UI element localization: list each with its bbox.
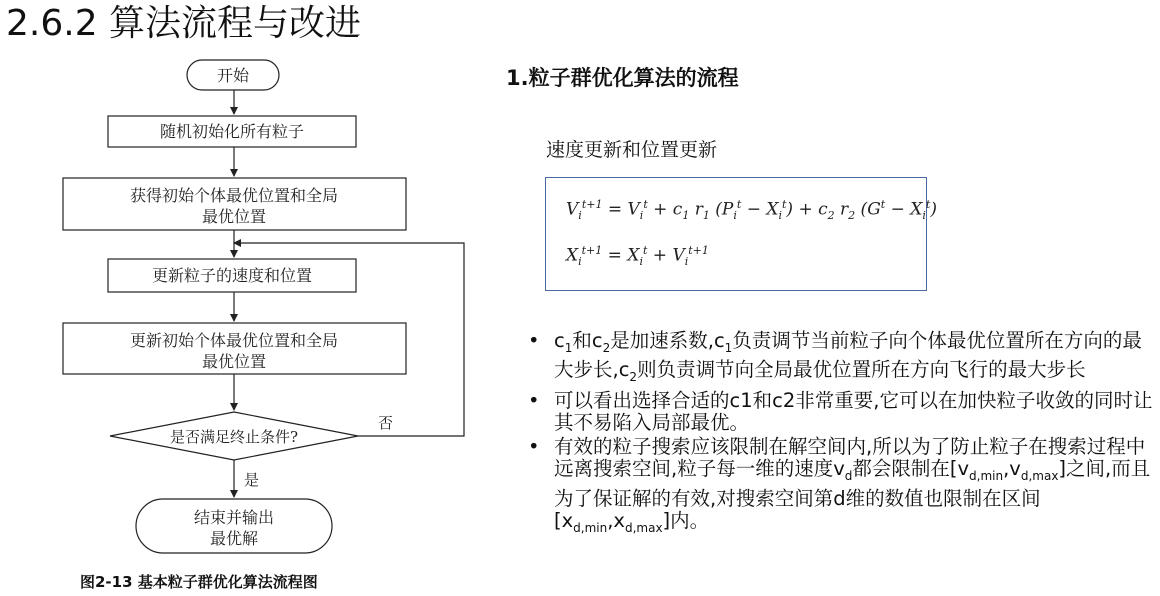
formula-box <box>545 177 937 291</box>
flowchart <box>58 56 478 571</box>
end-label-2: 最优解 <box>209 529 259 548</box>
bullet-text-3: 有效的粒子搜索应该限制在解空间内,所以为了防止粒子在搜索过程中远离搜索空间,粒子每一维的速度$v_d$都会限制在$[v_{d,min},v_{d,max}]$之间,而且为了保证解的有效,对搜索空间第d维的数值也限制在区间$[x_{d,min},x_{d,max}]$内。 <box>554 434 1151 536</box>
section-heading: 1.粒子群优化算法的流程 <box>506 66 739 90</box>
init-particles-label: 随机初始化所有粒子 <box>159 122 305 141</box>
yes-label: 是 <box>244 471 260 489</box>
bullet-item-1: • $c_1$和$c_2$是加速系数$,c_1$负责调节当前粒子向个体最优位置所在方向的最大步长$,c_2$则负责调节向全局最优位置所在方向飞行的最大步长 <box>528 329 1142 385</box>
decision-label: 是否满足终止条件? <box>169 428 299 446</box>
bullet-item-2: • 可以看出选择合适的c1和c2非常重要,它可以在加快粒子收敛的同时让其不易陷入局部最优。 <box>528 388 1153 435</box>
bullet-item-3: • 有效的粒子搜索应该限制在解空间内,所以为了防止粒子在搜索过程中远离搜索空间,粒子每一维的速度$v_d$都会限制在$[v_{d,min},v_{d,max}]$之间,而且为了保证解的有效,对搜索空间第d维的数值也限制在区间$[x_{d,min},x_{d,max}]$内。 <box>528 434 1151 536</box>
end-label-1: 结束并输出 <box>193 508 275 527</box>
bullet-text-1: $c_1$和$c_2$是加速系数$,c_1$负责调节当前粒子向个体最优位置所在方向的最大步长$,c_2$则负责调节向全局最优位置所在方向飞行的最大步长 <box>554 329 1142 385</box>
velocity-formula: $V_i^{t+1} = V_i^t + c_1$ $r_1$ $(P_i^t - X_i^t) + c_2$ $r_2$ $(G^t - X_i^t)$ <box>566 198 937 223</box>
update-velocity-label: 更新粒子的速度和位置 <box>151 266 313 285</box>
no-label: 否 <box>378 414 394 432</box>
section-subheading: 速度更新和位置更新 <box>546 139 718 161</box>
bullet-list <box>524 330 1154 541</box>
update-best-label-1: 更新初始个体最优位置和全局 <box>129 331 339 350</box>
init-best-label-2: 最优位置 <box>201 207 267 226</box>
start-label: 开始 <box>216 66 250 85</box>
figure-caption: 图2-13 基本粒子群优化算法流程图 <box>80 573 318 591</box>
update-best-label-2: 最优位置 <box>201 352 267 371</box>
slide-title: 2.6.2 算法流程与改进 <box>6 3 362 44</box>
position-formula: $X_i^{t+1} = X_i^t + V_i^{t+1}$ <box>566 244 709 269</box>
init-best-label-1: 获得初始个体最优位置和全局 <box>129 186 339 205</box>
bullet-text-2: 可以看出选择合适的c1和c2非常重要,它可以在加快粒子收敛的同时让其不易陷入局部最优。 <box>554 388 1153 435</box>
